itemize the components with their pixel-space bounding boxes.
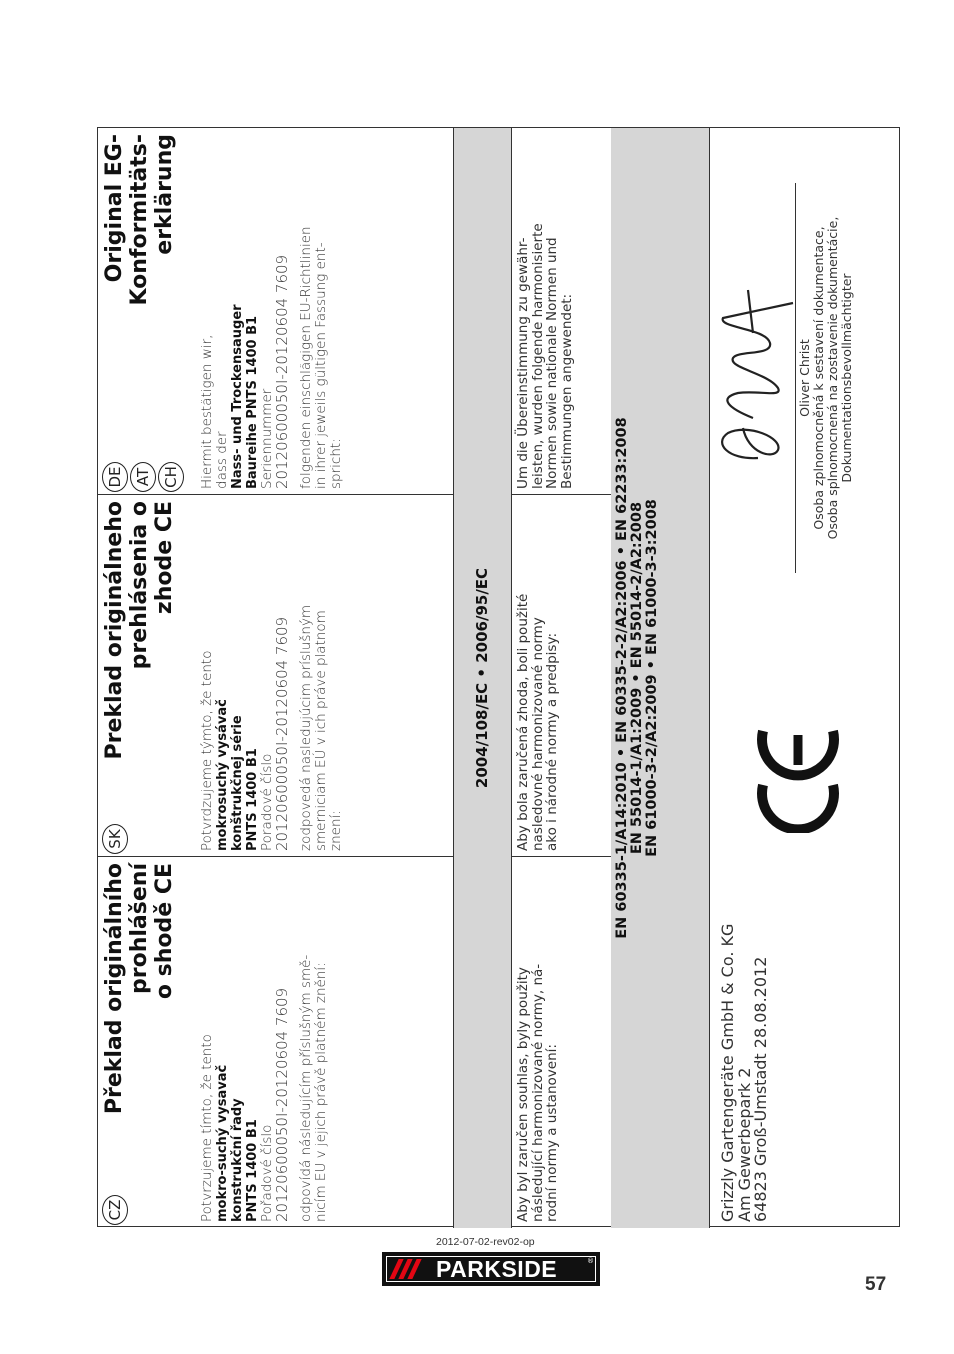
text-line: leisten, wurden folgende harmonisierte xyxy=(529,223,546,489)
norms-line: EN 61000-3-2/A2:2009 • EN 61000-3-3:2008 xyxy=(644,499,660,857)
text-line: Aby byl zaručen souhlas, byly použity xyxy=(515,967,531,1222)
sk-title-line: prehlásenia o xyxy=(127,501,152,670)
text-line: konstrukční řady xyxy=(230,1098,245,1222)
text-line: Normen sowie nationale Normen und xyxy=(544,237,560,489)
revision-code: 2012-07-02-rev02-op xyxy=(436,1236,535,1248)
rotated-content xyxy=(98,128,901,1228)
de-title-line: erklärung xyxy=(152,134,177,255)
serial-number: 20120600050I-20120604 7609 xyxy=(273,987,291,1222)
column-divider xyxy=(98,494,453,495)
de-product-text xyxy=(200,255,290,489)
text-line: Bestimmungen angewendet: xyxy=(558,293,575,489)
text-line: Pořadové číslo xyxy=(259,1124,275,1222)
address-line: Am Gewerbepark 2 xyxy=(734,1067,754,1222)
signature-line xyxy=(795,183,796,573)
row-divider xyxy=(511,128,512,1228)
cz-badge: CZ xyxy=(102,1195,128,1225)
text-line: Baureihe PNTS 1400 B1 xyxy=(245,315,260,489)
text-line: PNTS 1400 B1 xyxy=(245,1119,260,1222)
text-line: spricht: xyxy=(328,438,344,489)
directives-heading: 2004/108/EC • 2006/95/EC xyxy=(473,567,491,789)
text-line: ako i národné normy a predpisy: xyxy=(544,633,560,851)
text-line: zodpovedá nasledujúcim príslušným xyxy=(298,604,314,851)
signatory-role: Osoba splnomocnená na zostavenie dokumentácie, xyxy=(825,216,840,540)
brand-name: PARKSIDE xyxy=(436,1256,558,1282)
text-line: mokro-suchý vysavač xyxy=(215,1064,230,1222)
norms-line: EN 60335-1/A14:2010 • EN 60335-2-2/A2:2006 • EN 62233:2008 xyxy=(614,417,630,939)
text-line: znení: xyxy=(328,810,344,851)
serial-number: 20120600050I-20120604 7609 xyxy=(273,616,291,851)
text-line: Potvrdzujeme týmto, že tento xyxy=(199,650,215,851)
ch-badge: CH xyxy=(158,462,184,492)
cz-title xyxy=(102,863,177,1114)
parkside-logo xyxy=(382,1252,600,1286)
text-line: Aby bola zaručená zhoda, boli použité xyxy=(515,593,531,851)
de-badges xyxy=(102,462,184,492)
text-line: odpovídá následujícím příslušným smě- xyxy=(298,954,314,1222)
text-line: dass der xyxy=(214,431,230,489)
cz-condition-text xyxy=(516,856,560,1228)
sk-badges xyxy=(102,824,128,854)
logo-stripes-icon xyxy=(394,1259,417,1279)
signatory-role: Osoba zplnomocněná k sestavení dokumentace, xyxy=(811,226,826,530)
signatory-block xyxy=(798,183,854,573)
text-line: nicím EU v jejich právě platném znění: xyxy=(313,962,329,1222)
cz-title-line: prohlášení xyxy=(127,863,152,994)
signatory-role: Dokumentationsbevollmächtigter xyxy=(839,273,854,483)
sk-title-line: zhode CE xyxy=(152,501,177,615)
sk-condition-text xyxy=(516,490,560,857)
de-title xyxy=(102,134,177,306)
de-title-line: Konformitäts- xyxy=(127,134,152,306)
norms-line: EN 55014-1/A1:2009 • EN 55014-2/A2:2008 xyxy=(629,501,645,855)
ce-mark-icon xyxy=(753,723,843,833)
text-line: Potvrzujeme tímto, že tento xyxy=(199,1034,215,1222)
cz-directive-text xyxy=(299,955,329,1222)
text-line: smerniciam EÚ v ich práve platnom xyxy=(313,610,329,851)
column-divider xyxy=(98,856,453,857)
registered-mark-icon: ® xyxy=(587,1257,594,1265)
cz-title-line: Překlad originálního xyxy=(102,863,127,1115)
page-number: 57 xyxy=(865,1274,887,1295)
declaration-table xyxy=(97,127,900,1227)
text-line: následující harmonizované normy, ná- xyxy=(529,963,546,1222)
cz-product-text xyxy=(200,988,290,1222)
serial-number: 20120600050I-20120604 7609 xyxy=(273,254,291,489)
text-line: folgenden einschlägigen EU-Richtlinien xyxy=(298,226,314,489)
text-line: nasledovné harmonizované normy xyxy=(529,617,546,851)
text-line: Seriennummer xyxy=(259,388,275,489)
address-line: Grizzly Gartengeräte GmbH & Co. KG xyxy=(718,923,737,1222)
de-directive-text xyxy=(299,226,344,489)
sk-directive-text xyxy=(299,605,344,851)
text-line: konštrukčnej série xyxy=(230,715,245,851)
de-title-line: Original EG- xyxy=(102,134,127,283)
norms-list xyxy=(615,128,695,1228)
text-line: mokrosuchý vysávač xyxy=(215,699,230,851)
text-line: Poradové číslo xyxy=(259,753,275,851)
sk-title xyxy=(102,501,177,760)
text-line: in ihrer jeweils gültigen Fassung ent- xyxy=(313,242,329,489)
sk-title-line: Preklad originálneho xyxy=(102,501,127,760)
de-condition-text xyxy=(516,123,574,495)
manufacturer-address xyxy=(720,924,770,1222)
text-line: Um die Übereinstimmung zu gewähr- xyxy=(515,237,531,489)
cz-badges xyxy=(102,1195,128,1225)
address-line: 64823 Groß-Umstadt 28.08.2012 xyxy=(751,956,770,1222)
text-line: Hiermit bestätigen wir, xyxy=(199,334,215,489)
sk-product-text xyxy=(200,617,290,851)
signatory-name: Oliver Christ xyxy=(797,339,812,417)
text-line: PNTS 1400 B1 xyxy=(245,748,260,851)
cz-title-line: o shodě CE xyxy=(152,863,177,1000)
text-line: rodní normy a ustanovení: xyxy=(544,1044,560,1222)
text-line: Nass- und Trockensauger xyxy=(230,304,245,489)
at-badge: AT xyxy=(130,462,156,492)
de-badge: DE xyxy=(102,462,128,492)
sk-badge: SK xyxy=(102,824,128,854)
